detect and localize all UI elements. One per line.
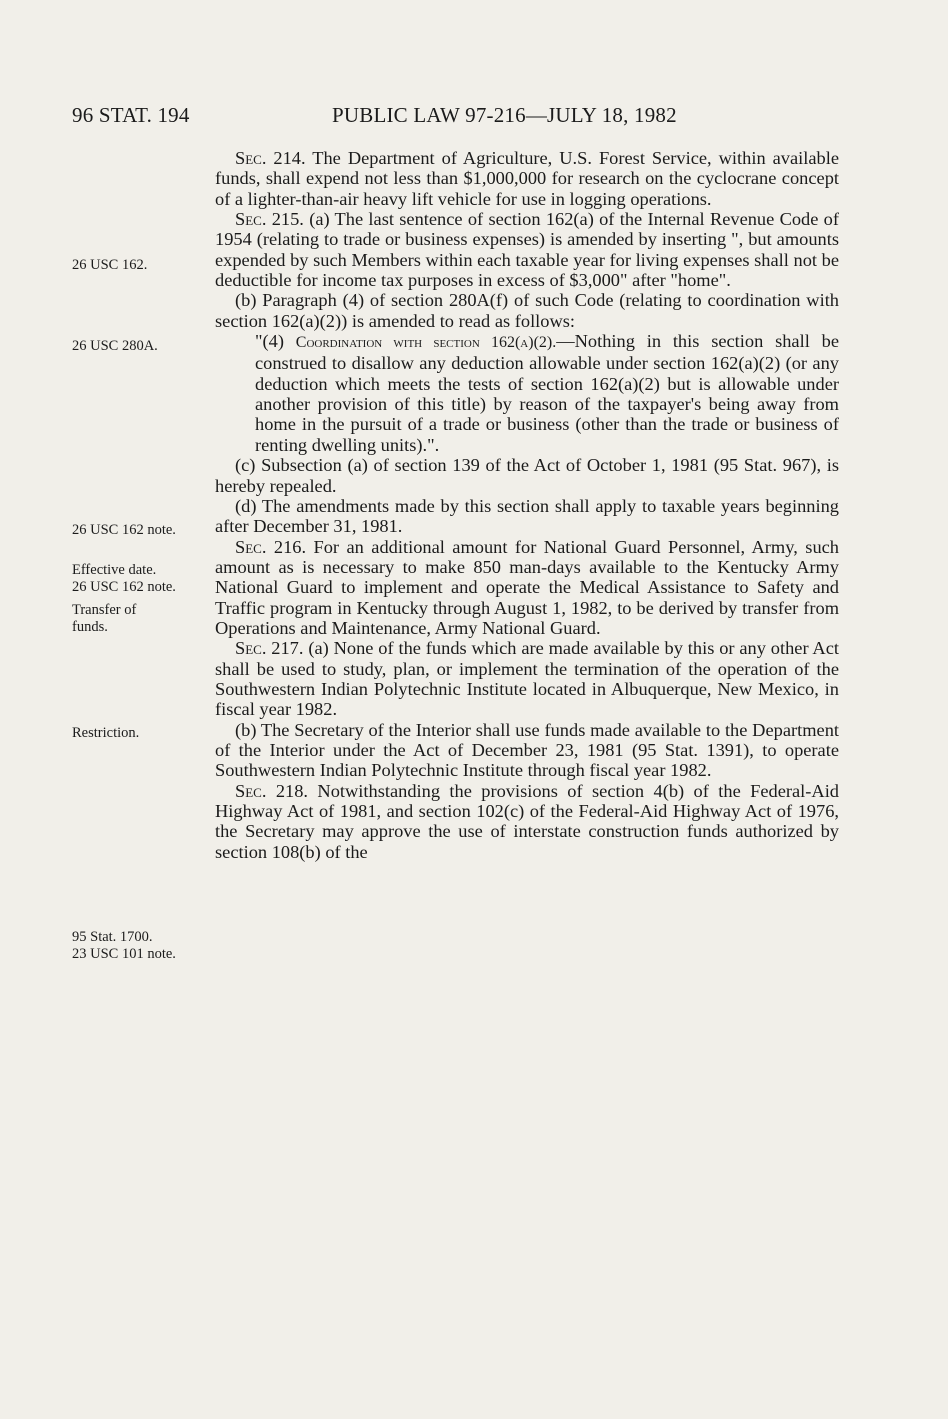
margin-note-line: 95 Stat. 1700. [72, 929, 153, 945]
section-label: Sec. [235, 209, 267, 230]
margin-note: 26 USC 162. [72, 257, 148, 273]
section-216 [215, 537, 839, 639]
page-citation: 96 STAT. 194 [72, 103, 190, 127]
margin-note: Restriction. [72, 725, 140, 741]
margin-note: 26 USC 280A. [72, 338, 158, 354]
section-215b: (b) Paragraph (4) of section 280A(f) of such Code (relating to coordination with section 162(a)(2)) is amended to read as follows: [215, 290, 839, 331]
section-text: 216. For an additional amount for National Guard Personnel, Army, such amount as is necessary to make 850 man-days available to the Kentucky Army National Guard to implement and operate the Medical Assistance to Safety and Traffic program in Kentucky through August 1, 1982, to be derived by transfer from Operations and Maintenance, Army National Guard. [215, 536, 839, 638]
section-215b-quote [255, 331, 839, 455]
quote-heading: Coordination with section 162(a)(2). [295, 334, 557, 352]
section-217b: (b) The Secretary of the Interior shall use funds made available to the Department of the Interior under the Act of December 23, 1981 (95 Stat. 1391), to operate Southwestern Indian Polytechnic Institute through fiscal year 1982. [215, 719, 839, 781]
section-217a [215, 638, 839, 719]
margin-note [72, 562, 207, 596]
law-text [215, 148, 839, 862]
section-text: 214. The Department of Agriculture, U.S. Forest Service, within available funds, shall expend not less than $1,000,000 for research on the cyclocrane concept of a lighter-than-air heavy lift vehicle for use in logging operations. [215, 148, 839, 209]
section-label: Sec. [235, 536, 267, 557]
section-215d: (d) The amendments made by this section shall apply to taxable years beginning after December 31, 1981. [215, 495, 839, 537]
margin-note [72, 602, 207, 636]
margin-note-line: Transfer of [72, 602, 137, 618]
section-label: Sec. [235, 148, 267, 168]
section-215a [215, 209, 839, 290]
section-text: 217. (a) None of the funds which are made available by this or any other Act shall be used to study, plan, or implement the termination of the operation of the Southwestern Indian Polytechnic Institute located in Albuquerque, New Mexico, in fiscal year 1982. [215, 638, 839, 720]
section-215c: (c) Subsection (a) of section 139 of the Act of October 1, 1981 (95 Stat. 967), is hereby repealed. [215, 455, 839, 496]
quote-text: —Nothing in this section shall be construed to disallow any deduction allowable under section 162(a)(2) (or any deduction which meets the tests of section 162(a)(2) but is allowable under another provision of this title) by reason of the taxpayer's being away from home in the pursuit of a trade or business (other than the trade or business of renting dwelling units).". [255, 331, 839, 455]
margin-note-line: funds. [72, 619, 108, 635]
section-text: 215. (a) The last sentence of section 162(a) of the Internal Revenue Code of 1954 (relating to trade or business expenses) is amended by inserting ", but amounts expended by such Members within each taxable year for living expenses shall not be deductible for income tax purposes in excess of $3,000" after "home". [215, 209, 839, 291]
section-214 [215, 148, 839, 209]
quote-lead: "(4) [255, 331, 296, 352]
margin-note-line: Effective date. [72, 562, 157, 578]
section-218 [215, 781, 839, 862]
margin-note [72, 929, 207, 963]
section-label: Sec. [235, 638, 267, 659]
margin-note: 26 USC 162 note. [72, 522, 176, 538]
section-label: Sec. [235, 780, 267, 801]
margin-note-line: 23 USC 101 note. [72, 946, 176, 962]
section-text: 218. Notwithstanding the provisions of section 4(b) of the Federal-Aid Highway Act of 1981, and section 102(c) of the Federal-Aid Highway Act of 1976, the Secretary may approve the use of interstate construction funds authorized by section 108(b) of the [215, 780, 839, 862]
page-title: PUBLIC LAW 97-216—JULY 18, 1982 [332, 103, 677, 127]
margin-note-line: 26 USC 162 note. [72, 579, 176, 595]
